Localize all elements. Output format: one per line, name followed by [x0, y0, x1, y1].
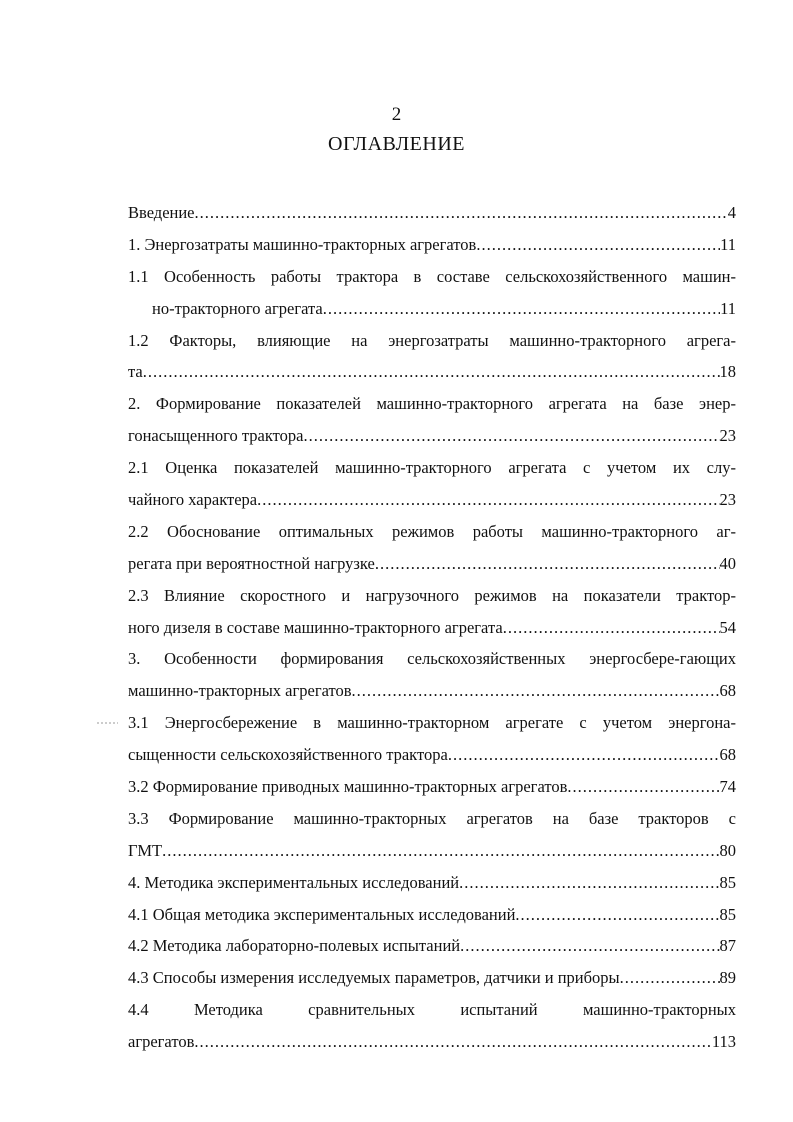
toc-entry[interactable]: [128, 325, 736, 389]
dot-leader: [476, 229, 720, 261]
toc-entry[interactable]: [128, 867, 736, 899]
dot-leader: [162, 835, 719, 867]
dot-leader: [352, 675, 720, 707]
dot-leader: [143, 356, 720, 388]
page-title: ОГЛАВЛЕНИЕ: [328, 133, 465, 155]
dot-leader: [460, 930, 719, 962]
toc-entry-text: чайного характера: [128, 490, 258, 510]
toc-entry[interactable]: [128, 707, 736, 771]
toc-page-number: 85: [719, 904, 736, 924]
toc-page-number: 85: [719, 872, 736, 892]
dot-leader: [375, 548, 720, 580]
toc-entry-text: регата при вероятностной нагрузке: [128, 553, 375, 573]
toc-entry-text: 2. Формирование показателей машинно-тракторного агрегата на базе энер-: [128, 394, 736, 414]
toc-page-number: 40: [719, 553, 736, 573]
toc-entry-text: 2.3 Влияние скоростного и нагрузочного режимов на показатели трактор-: [128, 585, 736, 605]
dot-leader: [195, 197, 728, 229]
toc-page-number: 89: [719, 968, 736, 988]
toc-page-number: 113: [711, 1032, 736, 1052]
toc-entry[interactable]: [128, 229, 736, 261]
scan-mark: [96, 713, 120, 719]
dot-leader: [257, 484, 719, 516]
toc-entry-text: 3.2 Формирование приводных машинно-тракторных агрегатов: [128, 777, 568, 797]
toc-entry-text: 4.1 Общая методика экспериментальных исследований: [128, 904, 516, 924]
toc-entry-text: агрегатов: [128, 1032, 195, 1052]
toc-entry[interactable]: [128, 261, 736, 325]
toc-page-number: 87: [719, 936, 736, 956]
toc-page-number: 54: [719, 617, 736, 637]
toc-entry[interactable]: [128, 899, 736, 931]
toc-page-number: 18: [719, 362, 736, 382]
toc-entry[interactable]: [128, 771, 736, 803]
toc-entry-text: 4.2 Методика лабораторно-полевых испытаний: [128, 936, 461, 956]
toc-entry-text: 1.2 Факторы, влияющие на энергозатраты машинно-тракторного агрега-: [128, 330, 736, 350]
toc-entry[interactable]: [128, 580, 736, 644]
toc-entry-text: 4.4 Методика сравнительных испытаний машинно-тракторных: [128, 1000, 736, 1020]
toc-page-number: 11: [720, 234, 736, 254]
toc-entry-text: 3.3 Формирование машинно-тракторных агрегатов на базе тракторов с: [128, 808, 736, 828]
dot-leader: [448, 739, 720, 771]
toc-entry[interactable]: [128, 930, 736, 962]
toc-page-number: 11: [720, 298, 736, 318]
toc-entry-text: 2.1 Оценка показателей машинно-тракторного агрегата с учетом их слу-: [128, 458, 736, 478]
toc-entry-text: ГМТ: [128, 840, 163, 860]
toc-entry-text: но-тракторного агрегата: [152, 298, 323, 318]
toc-page-number: 68: [719, 681, 736, 701]
dot-leader: [503, 612, 720, 644]
toc-entry-text: 2.2 Обоснование оптимальных режимов работы машинно-тракторного аг-: [128, 521, 736, 541]
toc-entry-text: та: [128, 362, 143, 382]
toc-entry-text: 1. Энергозатраты машинно-тракторных агрегатов: [128, 234, 477, 254]
toc-entry-text: сыщенности сельскохозяйственного трактора: [128, 745, 448, 765]
toc-entry[interactable]: [128, 516, 736, 580]
toc-entry[interactable]: [128, 197, 736, 229]
toc-entry-text: 3. Особенности формирования сельскохозяйственных энергосбере-гающих: [128, 649, 736, 669]
toc-entry[interactable]: [128, 388, 736, 452]
toc-page-number: 23: [719, 490, 736, 510]
toc-page-number: 68: [719, 745, 736, 765]
toc-entry-text: ного дизеля в составе машинно-тракторного агрегата: [128, 617, 503, 637]
dot-leader: [323, 293, 720, 325]
toc-entry-text: 1.1 Особенность работы трактора в составе сельскохозяйственного машин-: [128, 266, 736, 286]
toc-entry-text: Введение: [128, 203, 195, 222]
dot-leader: [620, 962, 720, 994]
toc-entry-text: 4.3 Способы измерения исследуемых параметров, датчики и приборы: [128, 968, 620, 988]
toc-entry[interactable]: [128, 643, 736, 707]
toc-entry-text: гонасыщенного трактора: [128, 426, 304, 446]
toc-entry-text: машинно-тракторных агрегатов: [128, 681, 352, 701]
toc-entry[interactable]: [128, 452, 736, 516]
dot-leader: [303, 420, 719, 452]
toc-entry[interactable]: [128, 803, 736, 867]
toc-entry[interactable]: [128, 994, 736, 1058]
page-number: 2: [391, 104, 402, 125]
toc-page-number: 80: [719, 840, 736, 860]
dot-leader: [194, 1026, 711, 1058]
toc-entry-text: 4. Методика экспериментальных исследований: [128, 872, 460, 892]
toc-page-number: 23: [719, 426, 736, 446]
toc-entry-text: 3.1 Энергосбережение в машинно-тракторном агрегате с учетом энергона-: [128, 713, 736, 733]
dot-leader: [515, 899, 719, 931]
dot-leader: [567, 771, 719, 803]
table-of-contents: [128, 197, 736, 1058]
toc-page-number: 4: [727, 203, 736, 222]
dot-leader: [459, 867, 719, 899]
toc-entry[interactable]: [128, 962, 736, 994]
toc-page-number: 74: [719, 777, 736, 797]
